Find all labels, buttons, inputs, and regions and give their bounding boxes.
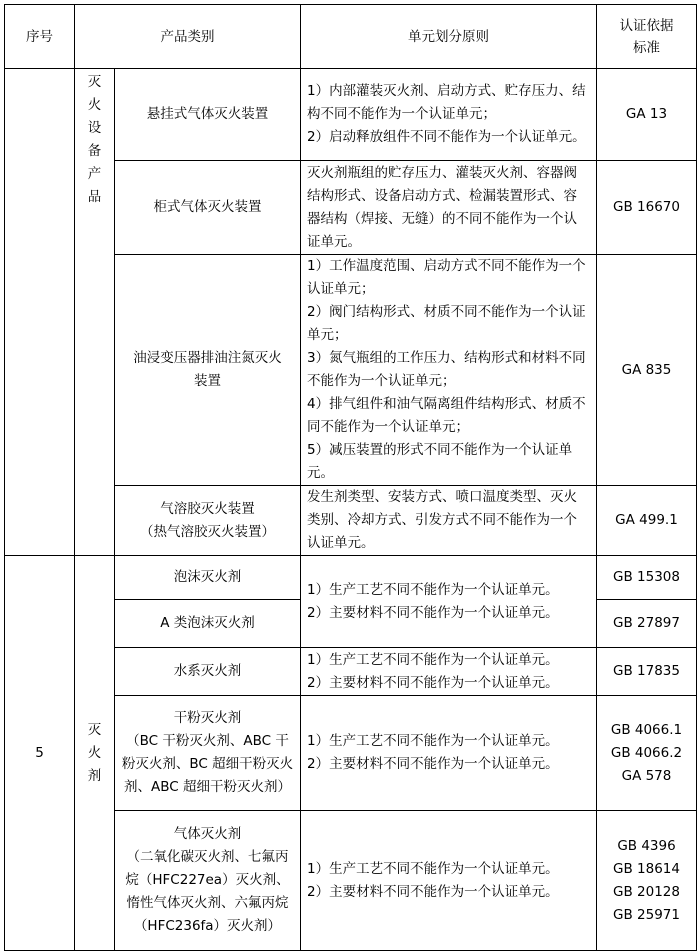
rule-text: 1）生产工艺不同不能作为一个认证单元。 2）主要材料不同不能作为一个认证单元。 bbox=[301, 556, 597, 648]
product-name: 悬挂式气体灭火装置 bbox=[115, 69, 301, 161]
standard-code: GB 27897 bbox=[597, 600, 697, 648]
product-name: A 类泡沫灭火剂 bbox=[115, 600, 301, 648]
header-standard: 认证依据标准 bbox=[597, 5, 697, 69]
rule-text: 1）工作温度范围、启动方式不同不能作为一个认证单元； 2）阀门结构形式、材质不同不能作为一个认证单元； 3）氮气瓶组的工作压力、结构形式和材料不同不能作为一个认证单元； 4）排气组件和油气隔离组件结构形式、材质不同不能作为一个认证单元； 5）减压装置的形式不同不能作为一个认证单元。 bbox=[301, 255, 597, 486]
row-seq: 5 bbox=[5, 556, 75, 951]
header-rule: 单元划分原则 bbox=[301, 5, 597, 69]
standard-code: GB 15308 bbox=[597, 556, 697, 600]
standard-code: GB 16670 bbox=[597, 161, 697, 255]
product-name: 泡沫灭火剂 bbox=[115, 556, 301, 600]
standard-code: GA 499.1 bbox=[597, 486, 697, 556]
rule-text: 发生剂类型、安装方式、喷口温度类型、灭火类别、冷却方式、引发方式不同不能作为一个认证单元。 bbox=[301, 486, 597, 556]
header-seq: 序号 bbox=[5, 5, 75, 69]
group-label: 灭火剂 bbox=[75, 556, 115, 951]
rule-text: 1）内部灌装灭火剂、启动方式、贮存压力、结构不同不能作为一个认证单元； 2）启动释放组件不同不能作为一个认证单元。 bbox=[301, 69, 597, 161]
standard-code: GA 835 bbox=[597, 255, 697, 486]
table-row bbox=[5, 556, 697, 600]
product-name: 干粉灭火剂 （BC 干粉灭火剂、ABC 干粉灭火剂、BC 超细干粉灭火剂、ABC 超细干粉灭火剂） bbox=[115, 696, 301, 811]
standard-code: GB 17835 bbox=[597, 648, 697, 696]
product-name: 水系灭火剂 bbox=[115, 648, 301, 696]
rule-text: 1）生产工艺不同不能作为一个认证单元。 2）主要材料不同不能作为一个认证单元。 bbox=[301, 811, 597, 951]
standard-code: GB 4066.1 GB 4066.2 GA 578 bbox=[597, 696, 697, 811]
product-name: 气体灭火剂 （二氧化碳灭火剂、七氟丙烷（HFC227ea）灭火剂、惰性气体灭火剂、六氟丙烷（HFC236fa）灭火剂） bbox=[115, 811, 301, 951]
product-name: 油浸变压器排油注氮灭火装置 bbox=[115, 255, 301, 486]
header-row bbox=[5, 5, 697, 69]
row-seq bbox=[5, 69, 75, 556]
standard-code: GB 4396 GB 18614 GB 20128 GB 25971 bbox=[597, 811, 697, 951]
certification-table bbox=[4, 4, 697, 951]
group-label: 灭火设备产品 bbox=[75, 69, 115, 556]
header-category: 产品类别 bbox=[75, 5, 301, 69]
rule-text: 1）生产工艺不同不能作为一个认证单元。 2）主要材料不同不能作为一个认证单元。 bbox=[301, 648, 597, 696]
table-row bbox=[5, 69, 697, 161]
product-name: 气溶胶灭火装置 （热气溶胶灭火装置） bbox=[115, 486, 301, 556]
rule-text: 灭火剂瓶组的贮存压力、灌装灭火剂、容器阀结构形式、设备启动方式、检漏装置形式、容器结构（焊接、无缝）的不同不能作为一个认证单元。 bbox=[301, 161, 597, 255]
standard-code: GA 13 bbox=[597, 69, 697, 161]
rule-text: 1）生产工艺不同不能作为一个认证单元。 2）主要材料不同不能作为一个认证单元。 bbox=[301, 696, 597, 811]
product-name: 柜式气体灭火装置 bbox=[115, 161, 301, 255]
